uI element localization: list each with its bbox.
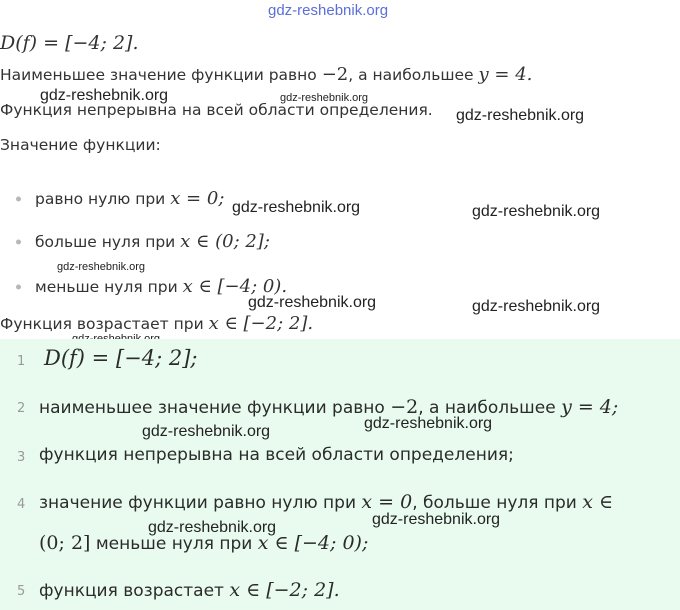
- row-number: 1: [17, 354, 26, 369]
- watermark: gdz-reshebnik.org: [142, 423, 271, 440]
- row-math: x ∈ [−4; 0);: [257, 532, 369, 554]
- row-math: −2: [390, 396, 419, 418]
- increase-prefix: Функция возрастает при: [0, 315, 209, 333]
- row-text: [39, 532, 368, 554]
- row-number: 2: [17, 401, 26, 416]
- row-text-part: значение функции равно нулю при: [39, 493, 362, 513]
- watermark: gdz-reshebnik.org: [40, 87, 169, 104]
- bullet-text: [35, 231, 270, 252]
- row-text-part: меньше нуля при: [90, 534, 258, 554]
- bullet-prefix: равно нулю при: [35, 190, 171, 208]
- watermark: gdz-reshebnik.org: [364, 415, 493, 432]
- watermark: gdz-reshebnik.org: [148, 519, 277, 536]
- row-text: функция непрерывна на всей области определения;: [39, 445, 514, 465]
- row-math: x ∈: [582, 491, 614, 513]
- bullet-math: x ∈ (0; 2];: [180, 231, 270, 252]
- watermark: gdz-reshebnik.org: [472, 298, 601, 315]
- row-math: x = 0: [361, 491, 413, 513]
- bullet-dot: [16, 240, 21, 245]
- bullet-dot: [16, 285, 21, 290]
- watermark: gdz-reshebnik.org: [456, 107, 585, 124]
- row-text-part: наименьшее значение функции равно: [39, 398, 391, 418]
- row-text: [39, 579, 340, 601]
- minmax-max: y = 4.: [478, 64, 533, 85]
- row-number: 5: [17, 584, 26, 599]
- watermark: gdz-reshebnik.org: [472, 203, 601, 220]
- minmax-prefix: Наименьшее значение функции равно: [0, 66, 322, 84]
- watermark: gdz-reshebnik.org: [57, 261, 146, 273]
- row-math: x ∈ [−2; 2].: [229, 579, 340, 601]
- row-math: D(f) = [−4; 2];: [44, 346, 198, 370]
- continuity-line: Функция непрерывна на всей области определения.: [0, 101, 433, 119]
- values-heading: Значение функции:: [0, 136, 161, 154]
- watermark: gdz-reshebnik.org: [372, 511, 501, 528]
- row-text-part: , больше нуля при: [412, 493, 583, 513]
- minmax-mid: , а наибольшее: [348, 66, 479, 84]
- row-number: 3: [17, 450, 26, 465]
- minmax-min: −2: [321, 64, 349, 85]
- bullet-item: [0, 231, 400, 253]
- row-text-part: функция возрастает: [39, 581, 230, 601]
- bullet-math: x ∈ [−4; 0).: [182, 276, 288, 297]
- bullet-text: [35, 188, 224, 209]
- increase-line: [0, 313, 313, 334]
- row-math: y = 4;: [561, 396, 619, 418]
- watermark: gdz-reshebnik.org: [280, 92, 369, 104]
- row-text: [39, 396, 618, 418]
- bullet-prefix: больше нуля при: [35, 233, 181, 251]
- minmax-line: [0, 64, 532, 85]
- bullet-prefix: меньше нуля при: [35, 278, 183, 296]
- watermark-top: gdz-reshebnik.org: [268, 2, 389, 19]
- bullet-math: x = 0;: [170, 188, 225, 209]
- watermark: gdz-reshebnik.org: [248, 294, 377, 311]
- row-math: (0; 2]: [39, 532, 91, 554]
- bullet-dot: [16, 197, 21, 202]
- answer-block: [0, 339, 680, 610]
- watermark: gdz-reshebnik.org: [232, 199, 361, 216]
- row-number: 4: [17, 497, 26, 512]
- row-text-part: , а наибольшее: [418, 398, 562, 418]
- row-text: [39, 491, 613, 513]
- domain-formula: D(f) = [−4; 2].: [0, 32, 139, 54]
- domain-line: [0, 32, 139, 54]
- increase-math: x ∈ [−2; 2].: [208, 313, 314, 334]
